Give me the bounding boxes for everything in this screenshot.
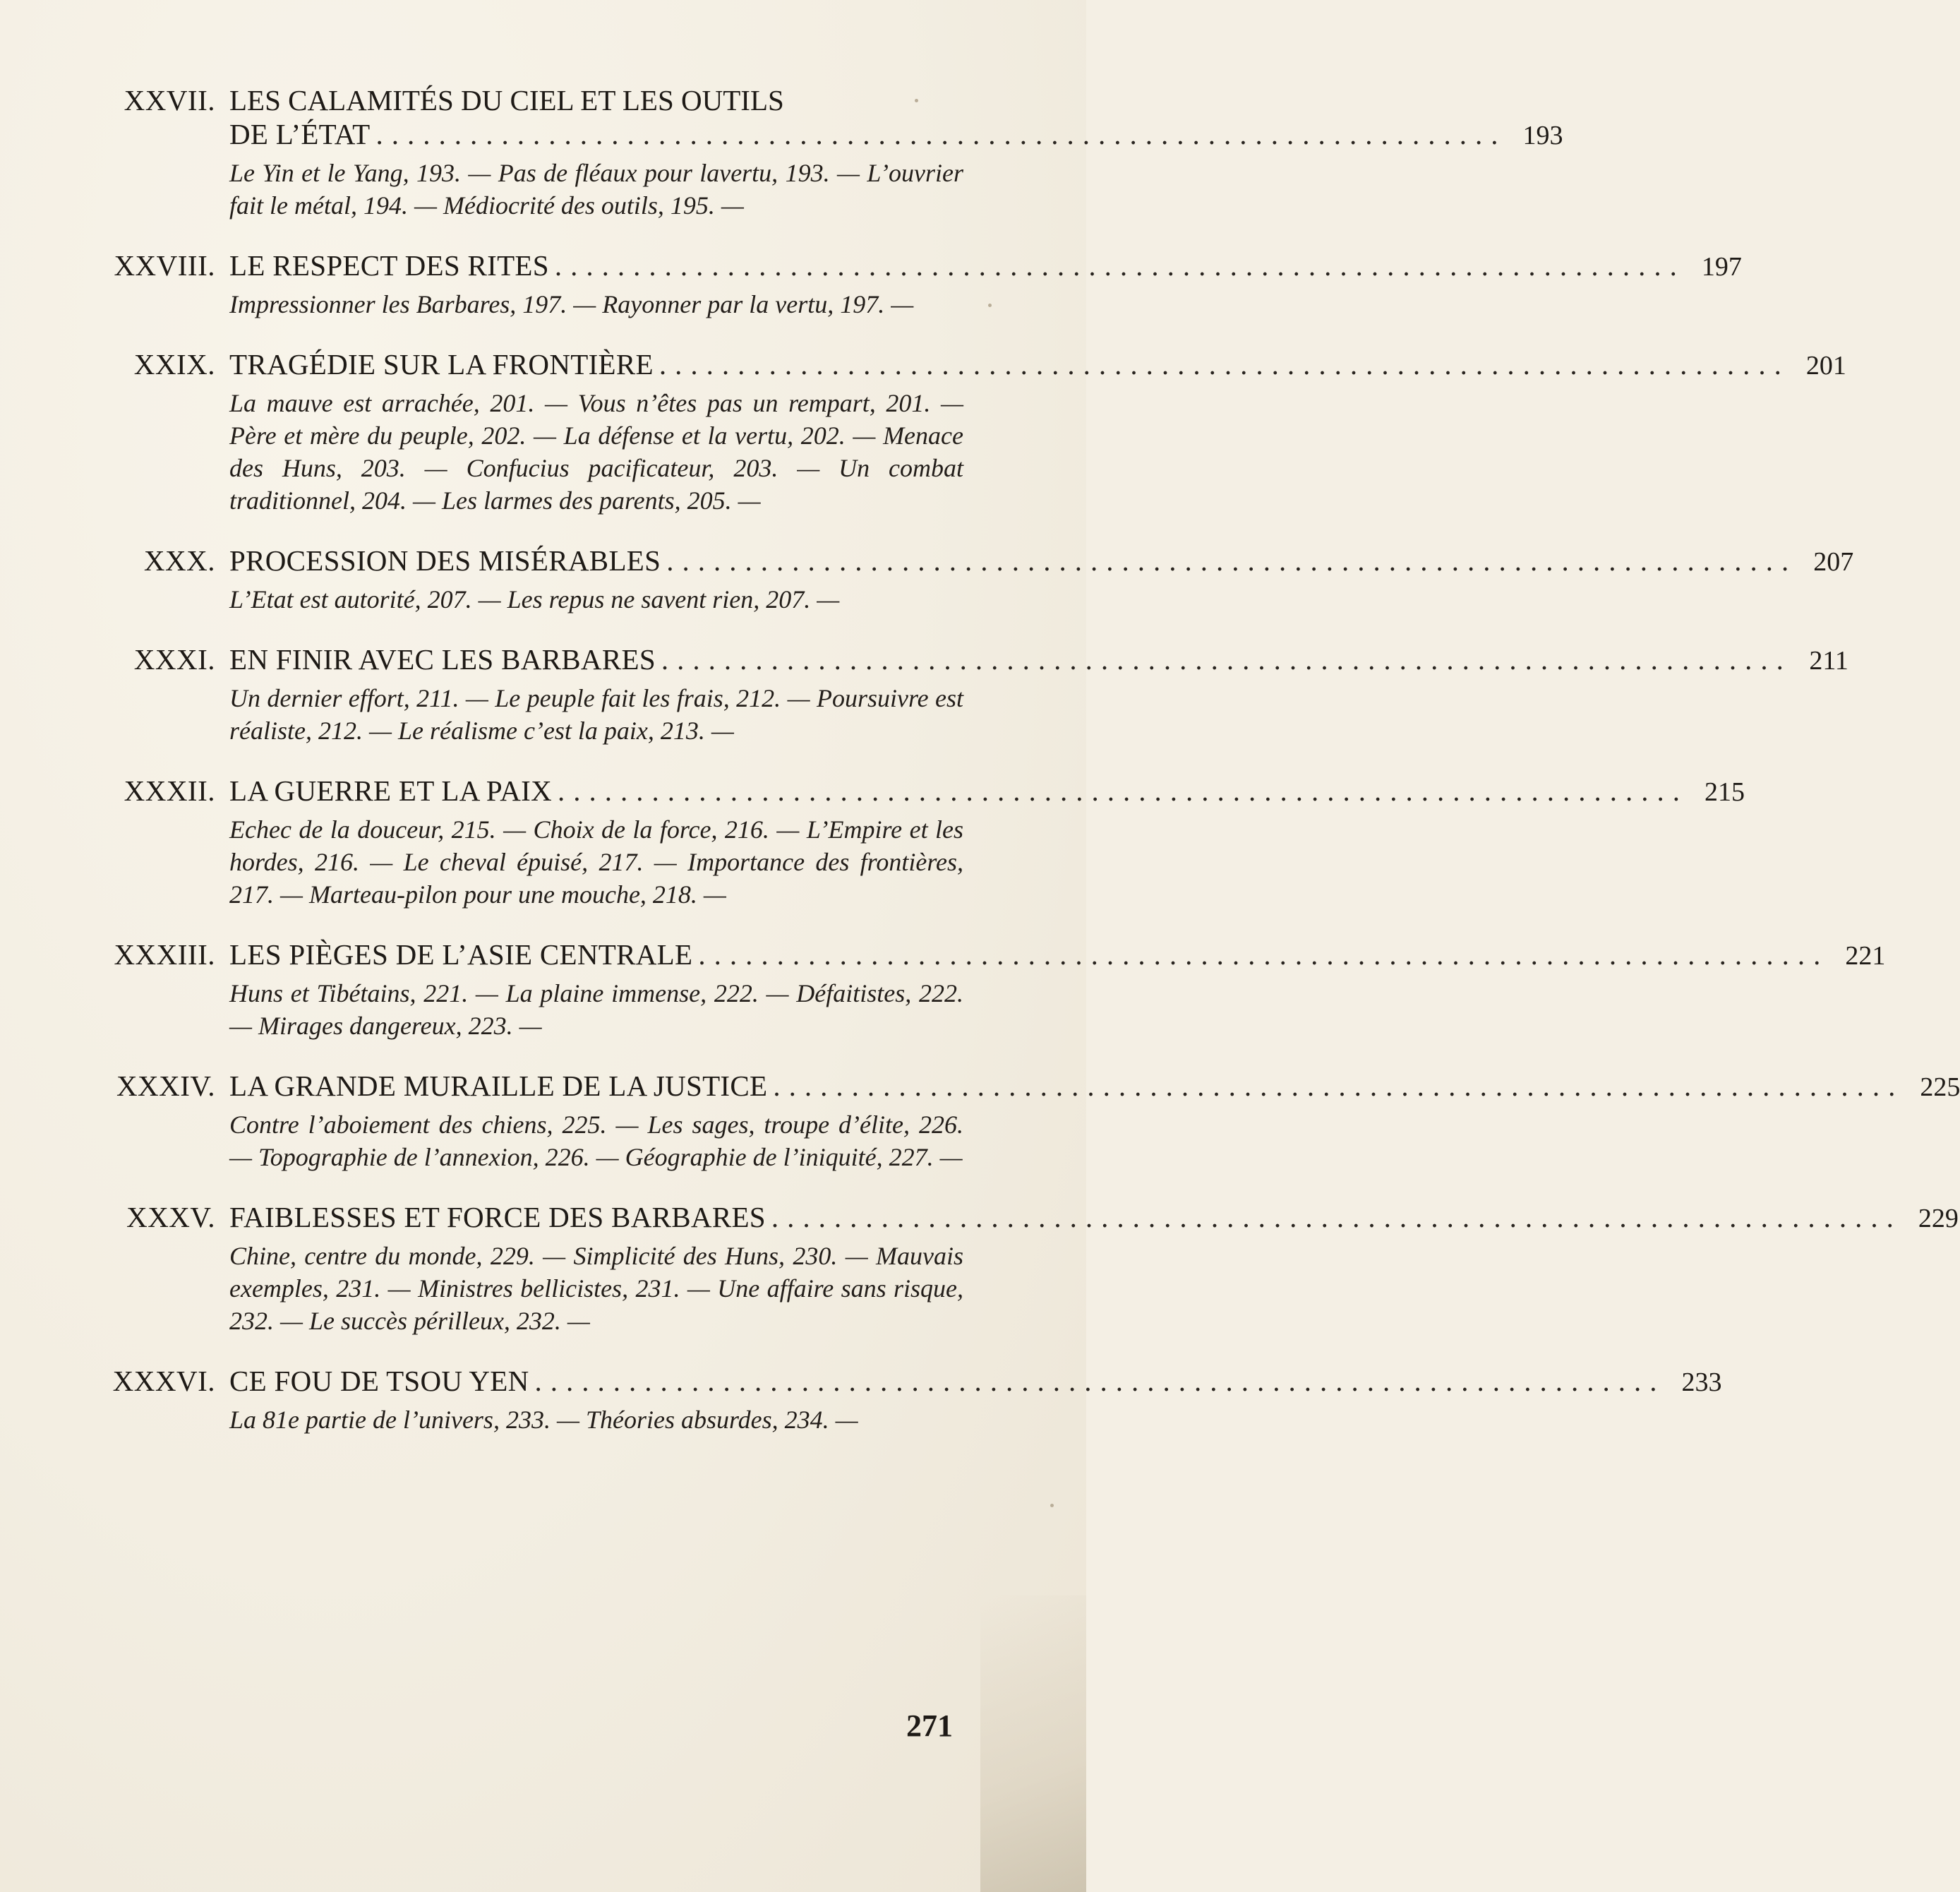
paper-speck bbox=[1050, 1504, 1054, 1507]
toc-entry bbox=[106, 1364, 1722, 1436]
dot-leader: ........................................................................ bbox=[534, 1365, 1666, 1397]
toc-entry bbox=[106, 347, 1846, 517]
chapter-title-line bbox=[229, 642, 1848, 678]
dot-leader: ........................................................................ bbox=[659, 348, 1790, 381]
chapter-numeral: XXX. bbox=[143, 544, 215, 577]
page-number: 229 bbox=[1918, 1204, 1959, 1233]
chapter-title: TRAGÉDIE SUR LA FRONTIÈRE bbox=[229, 348, 654, 381]
toc-entry bbox=[106, 774, 1745, 911]
page-number: 225 bbox=[1920, 1072, 1960, 1102]
chapter-numeral: XXIX. bbox=[133, 348, 215, 381]
chapter-numeral: XXXII. bbox=[124, 774, 215, 807]
chapter-title-line bbox=[229, 1200, 1959, 1235]
chapter-title: CE FOU DE TSOU YEN bbox=[229, 1365, 529, 1397]
page-number: 215 bbox=[1705, 777, 1745, 807]
page-number: 193 bbox=[1522, 121, 1563, 150]
chapter-title-line bbox=[229, 938, 1886, 973]
chapter-summary: Huns et Tibétains, 221. — La plaine immense, 222. — Défaitistes, 222. — Mirages dangereux, 223. — bbox=[229, 979, 963, 1040]
chapter-title: LA GRANDE MURAILLE DE LA JUSTICE bbox=[229, 1070, 768, 1102]
chapter-numeral: XXXVI. bbox=[112, 1365, 215, 1397]
page-corner-stain bbox=[980, 1595, 1086, 1892]
chapter-title-line bbox=[229, 1364, 1722, 1399]
chapter-numeral: XXXI. bbox=[133, 643, 215, 676]
page-number: 197 bbox=[1701, 252, 1742, 282]
table-of-contents bbox=[106, 83, 1960, 1463]
chapter-summary: Un dernier effort, 211. — Le peuple fait les frais, 212. — Poursuivre est réaliste, 212. — Le réalisme c’est la paix, 213. — bbox=[229, 684, 963, 745]
chapter-summary: Impressionner les Barbares, 197. — Rayonner par la vertu, 197. — bbox=[229, 290, 914, 318]
dot-leader: ........................................................................ bbox=[771, 1201, 1902, 1233]
entry-content bbox=[229, 347, 1846, 517]
chapter-summary: La mauve est arrachée, 201. — Vous n’êtes pas un rempart, 201. — Père et mère du peuple, 202. — La défense et la vertu, 202. — Menace des Huns, 203. — Confucius pacificateur, 203. — Un combat traditionnel, 204. — Les larmes des parents, 205. — bbox=[229, 389, 963, 515]
paper-speck bbox=[988, 304, 992, 307]
chapter-title-line bbox=[229, 347, 1846, 383]
entry-content bbox=[229, 249, 1742, 321]
chapter-title: LA GUERRE ET LA PAIX bbox=[229, 774, 553, 807]
chapter-numeral: XXXIII. bbox=[114, 938, 215, 971]
chapter-summary: L’Etat est autorité, 207. — Les repus ne savent rien, 207. — bbox=[229, 585, 840, 613]
page-number: 233 bbox=[1681, 1367, 1722, 1397]
entry-content bbox=[229, 1069, 1960, 1173]
dot-leader: ........................................................................ bbox=[698, 938, 1829, 971]
page-folio-number: 271 bbox=[906, 1708, 953, 1743]
chapter-title-line bbox=[229, 774, 1745, 809]
toc-entry bbox=[106, 642, 1848, 747]
dot-leader: ........................................................................ bbox=[661, 643, 1792, 676]
entry-content bbox=[229, 1364, 1722, 1436]
chapter-summary: La 81e partie de l’univers, 233. — Théories absurdes, 234. — bbox=[229, 1406, 858, 1434]
dot-leader: ........................................................................ bbox=[558, 774, 1689, 807]
toc-entry bbox=[106, 938, 1886, 1042]
chapter-title: LES PIÈGES DE L’ASIE CENTRALE bbox=[229, 938, 693, 971]
chapter-numeral: XXVIII. bbox=[114, 249, 215, 282]
page-number: 207 bbox=[1813, 547, 1854, 577]
entry-content bbox=[229, 642, 1848, 747]
chapter-title-line bbox=[229, 1069, 1960, 1104]
chapter-numeral: XXXIV. bbox=[116, 1070, 215, 1102]
chapter-title-line bbox=[229, 544, 1854, 579]
toc-entry bbox=[106, 249, 1742, 321]
dot-leader: ........................................................................ bbox=[773, 1070, 1904, 1102]
toc-entry bbox=[106, 544, 1854, 616]
entry-content bbox=[229, 774, 1745, 911]
dot-leader: ........................................................................ bbox=[554, 249, 1685, 282]
chapter-numeral: XXVII. bbox=[124, 84, 215, 116]
chapter-title-line-1: LES CALAMITÉS DU CIEL ET LES OUTILS bbox=[229, 84, 784, 116]
toc-entry bbox=[106, 1200, 1959, 1337]
chapter-title: FAIBLESSES ET FORCE DES BARBARES bbox=[229, 1201, 766, 1233]
entry-content bbox=[229, 544, 1854, 616]
chapter-numeral: XXXV. bbox=[126, 1201, 215, 1233]
entry-content bbox=[229, 938, 1886, 1042]
toc-entry bbox=[106, 83, 1563, 222]
dot-leader: ........................................................................ bbox=[375, 118, 1507, 150]
chapter-summary: Contre l’aboiement des chiens, 225. — Les sages, troupe d’élite, 226. — Topographie de l’annexion, 226. — Géographie de l’iniquité, 227. — bbox=[229, 1110, 963, 1171]
page-number: 211 bbox=[1809, 646, 1848, 676]
entry-content bbox=[229, 83, 1563, 222]
chapter-summary: Chine, centre du monde, 229. — Simplicité des Huns, 230. — Mauvais exemples, 231. — Ministres bellicistes, 231. — Une affaire sans risque, 232. — Le succès périlleux, 232. — bbox=[229, 1242, 963, 1335]
chapter-summary: Le Yin et le Yang, 193. — Pas de fléaux pour lavertu, 193. — L’ouvrier fait le métal, 194. — Médiocrité des outils, 195. — bbox=[229, 159, 963, 220]
page-number: 201 bbox=[1805, 351, 1846, 381]
toc-entry bbox=[106, 1069, 1960, 1173]
chapter-title: DE L’ÉTAT bbox=[229, 118, 371, 150]
chapter-summary: Echec de la douceur, 215. — Choix de la force, 216. — L’Empire et les hordes, 216. — Le cheval épuisé, 217. — Importance des frontières, 217. — Marteau-pilon pour une mouche, 218. — bbox=[229, 815, 963, 909]
chapter-title: EN FINIR AVEC LES BARBARES bbox=[229, 643, 656, 676]
chapter-title-line bbox=[229, 249, 1742, 284]
page-number: 221 bbox=[1845, 941, 1886, 971]
entry-content bbox=[229, 1200, 1959, 1337]
dot-leader: ........................................................................ bbox=[666, 544, 1798, 577]
chapter-title: PROCESSION DES MISÉRABLES bbox=[229, 544, 661, 577]
chapter-title-line bbox=[229, 117, 1563, 152]
chapter-title: LE RESPECT DES RITES bbox=[229, 249, 549, 282]
